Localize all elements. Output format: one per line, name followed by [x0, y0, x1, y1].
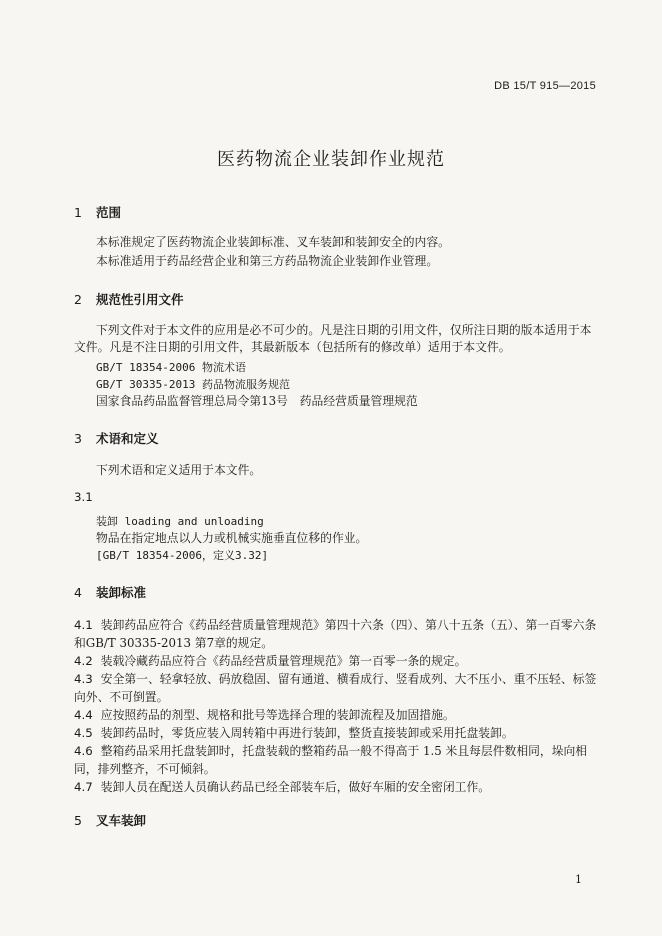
clause-4-5	[74, 724, 602, 742]
clause-text: 装卸药品应符合《药品经营质量管理规范》第四十六条（四）、第八十五条（五）、第一百零六条和GB/T 30335-2013 第7章的规定。	[74, 618, 597, 650]
clause-4-6	[74, 742, 602, 778]
term-name: 装卸 loading and unloading	[96, 515, 264, 528]
clause-text: 安全第一、轻拿轻放、码放稳固、留有通道、横看成行、竖看成列、大不压小、重不压轻、标签向外、不可倒置。	[74, 672, 597, 704]
clause-number: 4.2	[74, 654, 93, 668]
section-2-intro: 下列文件对于本文件的应用是必不可少的。凡是注日期的引用文件，仅所注日期的版本适用于本文件。凡是不注日期的引用文件，其最新版本（包括所有的修改单）适用于本文件。	[74, 323, 592, 354]
clause-text: 装卸药品时，零货应装入周转箱中再进行装卸，整货直接装卸或采用托盘装卸。	[100, 726, 514, 740]
clause-number: 4.4	[74, 708, 93, 722]
clause-text: 装卸人员在配送人员确认药品已经全部装车后，做好车厢的安全密闭工作。	[100, 780, 491, 794]
clause-4-2	[74, 652, 602, 670]
clause-4-4	[74, 706, 602, 724]
clause-text: 装载冷藏药品应符合《药品经营质量管理规范》第一百零一条的规定。	[100, 654, 467, 668]
section-1-heading	[74, 203, 121, 221]
clause-4-7	[74, 778, 602, 796]
term-source: [GB/T 18354-2006，定义3.32]	[96, 549, 269, 562]
clause-text: 应按照药品的剂型、规格和批号等选择合理的装卸流程及加固措施。	[100, 708, 455, 722]
reference-2: GB/T 30335-2013 药品物流服务规范	[96, 378, 290, 391]
section-3-intro: 下列术语和定义适用于本文件。	[96, 463, 262, 477]
section-number: 2	[74, 292, 82, 307]
clause-number: 4.3	[74, 672, 93, 686]
section-2-heading	[74, 290, 184, 308]
clause-4-1	[74, 616, 602, 652]
page-number: 1	[575, 873, 582, 886]
reference-3: 国家食品药品监督管理总局令第13号 药品经营质量管理规范	[96, 394, 418, 408]
section-3-heading	[74, 429, 159, 447]
section-title: 叉车装卸	[96, 813, 147, 828]
standard-code: DB 15/T 915—2015	[494, 80, 596, 92]
clause-number: 4.5	[74, 726, 93, 740]
clause-text: 整箱药品采用托盘装卸时，托盘装载的整箱药品一般不得高于 1.5 米且每层件数相同，垛向相同，排列整齐，不可倾斜。	[74, 744, 588, 776]
section-1-para-2: 本标准适用于药品经营企业和第三方药品物流企业装卸作业管理。	[96, 254, 439, 268]
section-title: 术语和定义	[96, 431, 159, 446]
section-4-heading	[74, 583, 146, 601]
section-number: 1	[74, 205, 82, 220]
document-title: 医药物流企业装卸作业规范	[217, 149, 445, 170]
term-number: 3.1	[74, 490, 93, 504]
section-title: 范围	[96, 205, 122, 220]
clause-number: 4.7	[74, 780, 93, 794]
section-number: 5	[74, 813, 82, 828]
section-title: 装卸标准	[96, 585, 147, 600]
section-5-heading	[74, 811, 146, 829]
section-number: 3	[74, 431, 82, 446]
section-1-para-1: 本标准规定了医药物流企业装卸标准、叉车装卸和装卸安全的内容。	[96, 235, 450, 249]
section-number: 4	[74, 585, 82, 600]
term-definition: 物品在指定地点以人力或机械实施垂直位移的作业。	[96, 531, 368, 545]
reference-1: GB/T 18354-2006 物流术语	[96, 361, 246, 374]
clause-4-3	[74, 670, 602, 706]
clause-number: 4.6	[74, 744, 93, 758]
clause-number: 4.1	[74, 618, 93, 632]
section-title: 规范性引用文件	[96, 292, 184, 307]
